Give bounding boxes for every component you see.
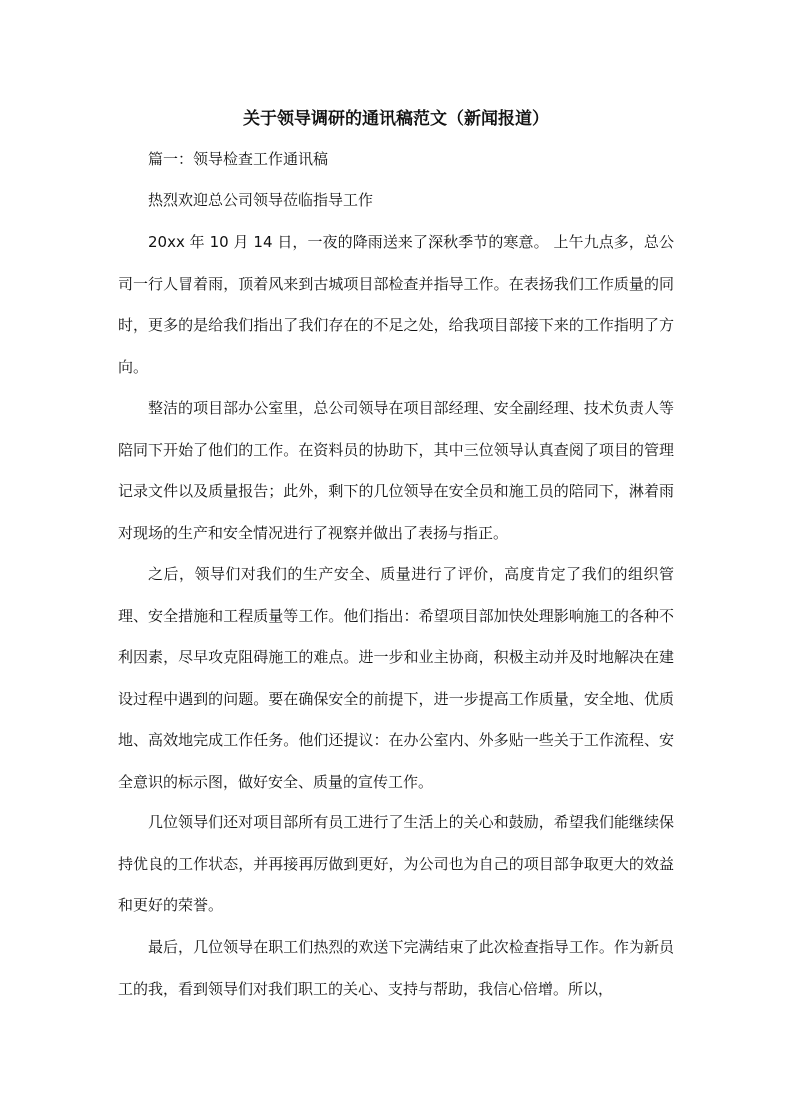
article-headline: 热烈欢迎总公司领导莅临指导工作 (148, 191, 374, 209)
document-title: 关于领导调研的通讯稿范文（新闻报道） (243, 109, 549, 129)
document-subtitle: 篇一：领导检查工作通讯稿 (148, 150, 329, 168)
paragraph-1: 20xx 年 10 月 14 日，一夜的降雨送来了深秋季节的寒意。 上午九点多，总公司一行人冒着雨，顶着风来到古城项目部检查并指导工作。在表扬我们工作质量的同时，更多的是给我们指出了我们存在的不足之处，给我项目部接下来的工作指明了方向。 (118, 233, 674, 376)
paragraph-3: 之后，领导们对我们的生产安全、质量进行了评价，高度肯定了我们的组织管理、安全措施和工程质量等工作。他们指出：希望项目部加快处理影响施工的各种不利因素，尽早攻克阻碍施工的难点。进一步和业主协商，积极主动并及时地解决在建设过程中遇到的问题。要在确保安全的前提下，进一步提高工作质量，安全地、优质地、高效地完成工作任务。他们还提议：在办公室内、外多贴一些关于工作流程、安全意识的标示图，做好安全、质量的宣传工作。 (118, 565, 674, 791)
paragraph-2: 整洁的项目部办公室里，总公司领导在项目部经理、安全副经理、技术负责人等陪同下开始了他们的工作。在资料员的协助下，其中三位领导认真查阅了项目的管理记录文件以及质量报告；此外，剩下的几位领导在安全员和施工员的陪同下，淋着雨对现场的生产和安全情况进行了视察并做出了表扬与指正。 (118, 399, 674, 542)
paragraph-5: 最后，几位领导在职工们热烈的欢送下完满结束了此次检查指导工作。作为新员工的我，看到领导们对我们职工的关心、支持与帮助，我信心倍增。所以， (118, 938, 674, 998)
paragraph-4: 几位领导们还对项目部所有员工进行了生活上的关心和鼓励，希望我们能继续保持优良的工作状态，并再接再厉做到更好，为公司也为自己的项目部争取更大的效益和更好的荣誉。 (118, 813, 674, 914)
